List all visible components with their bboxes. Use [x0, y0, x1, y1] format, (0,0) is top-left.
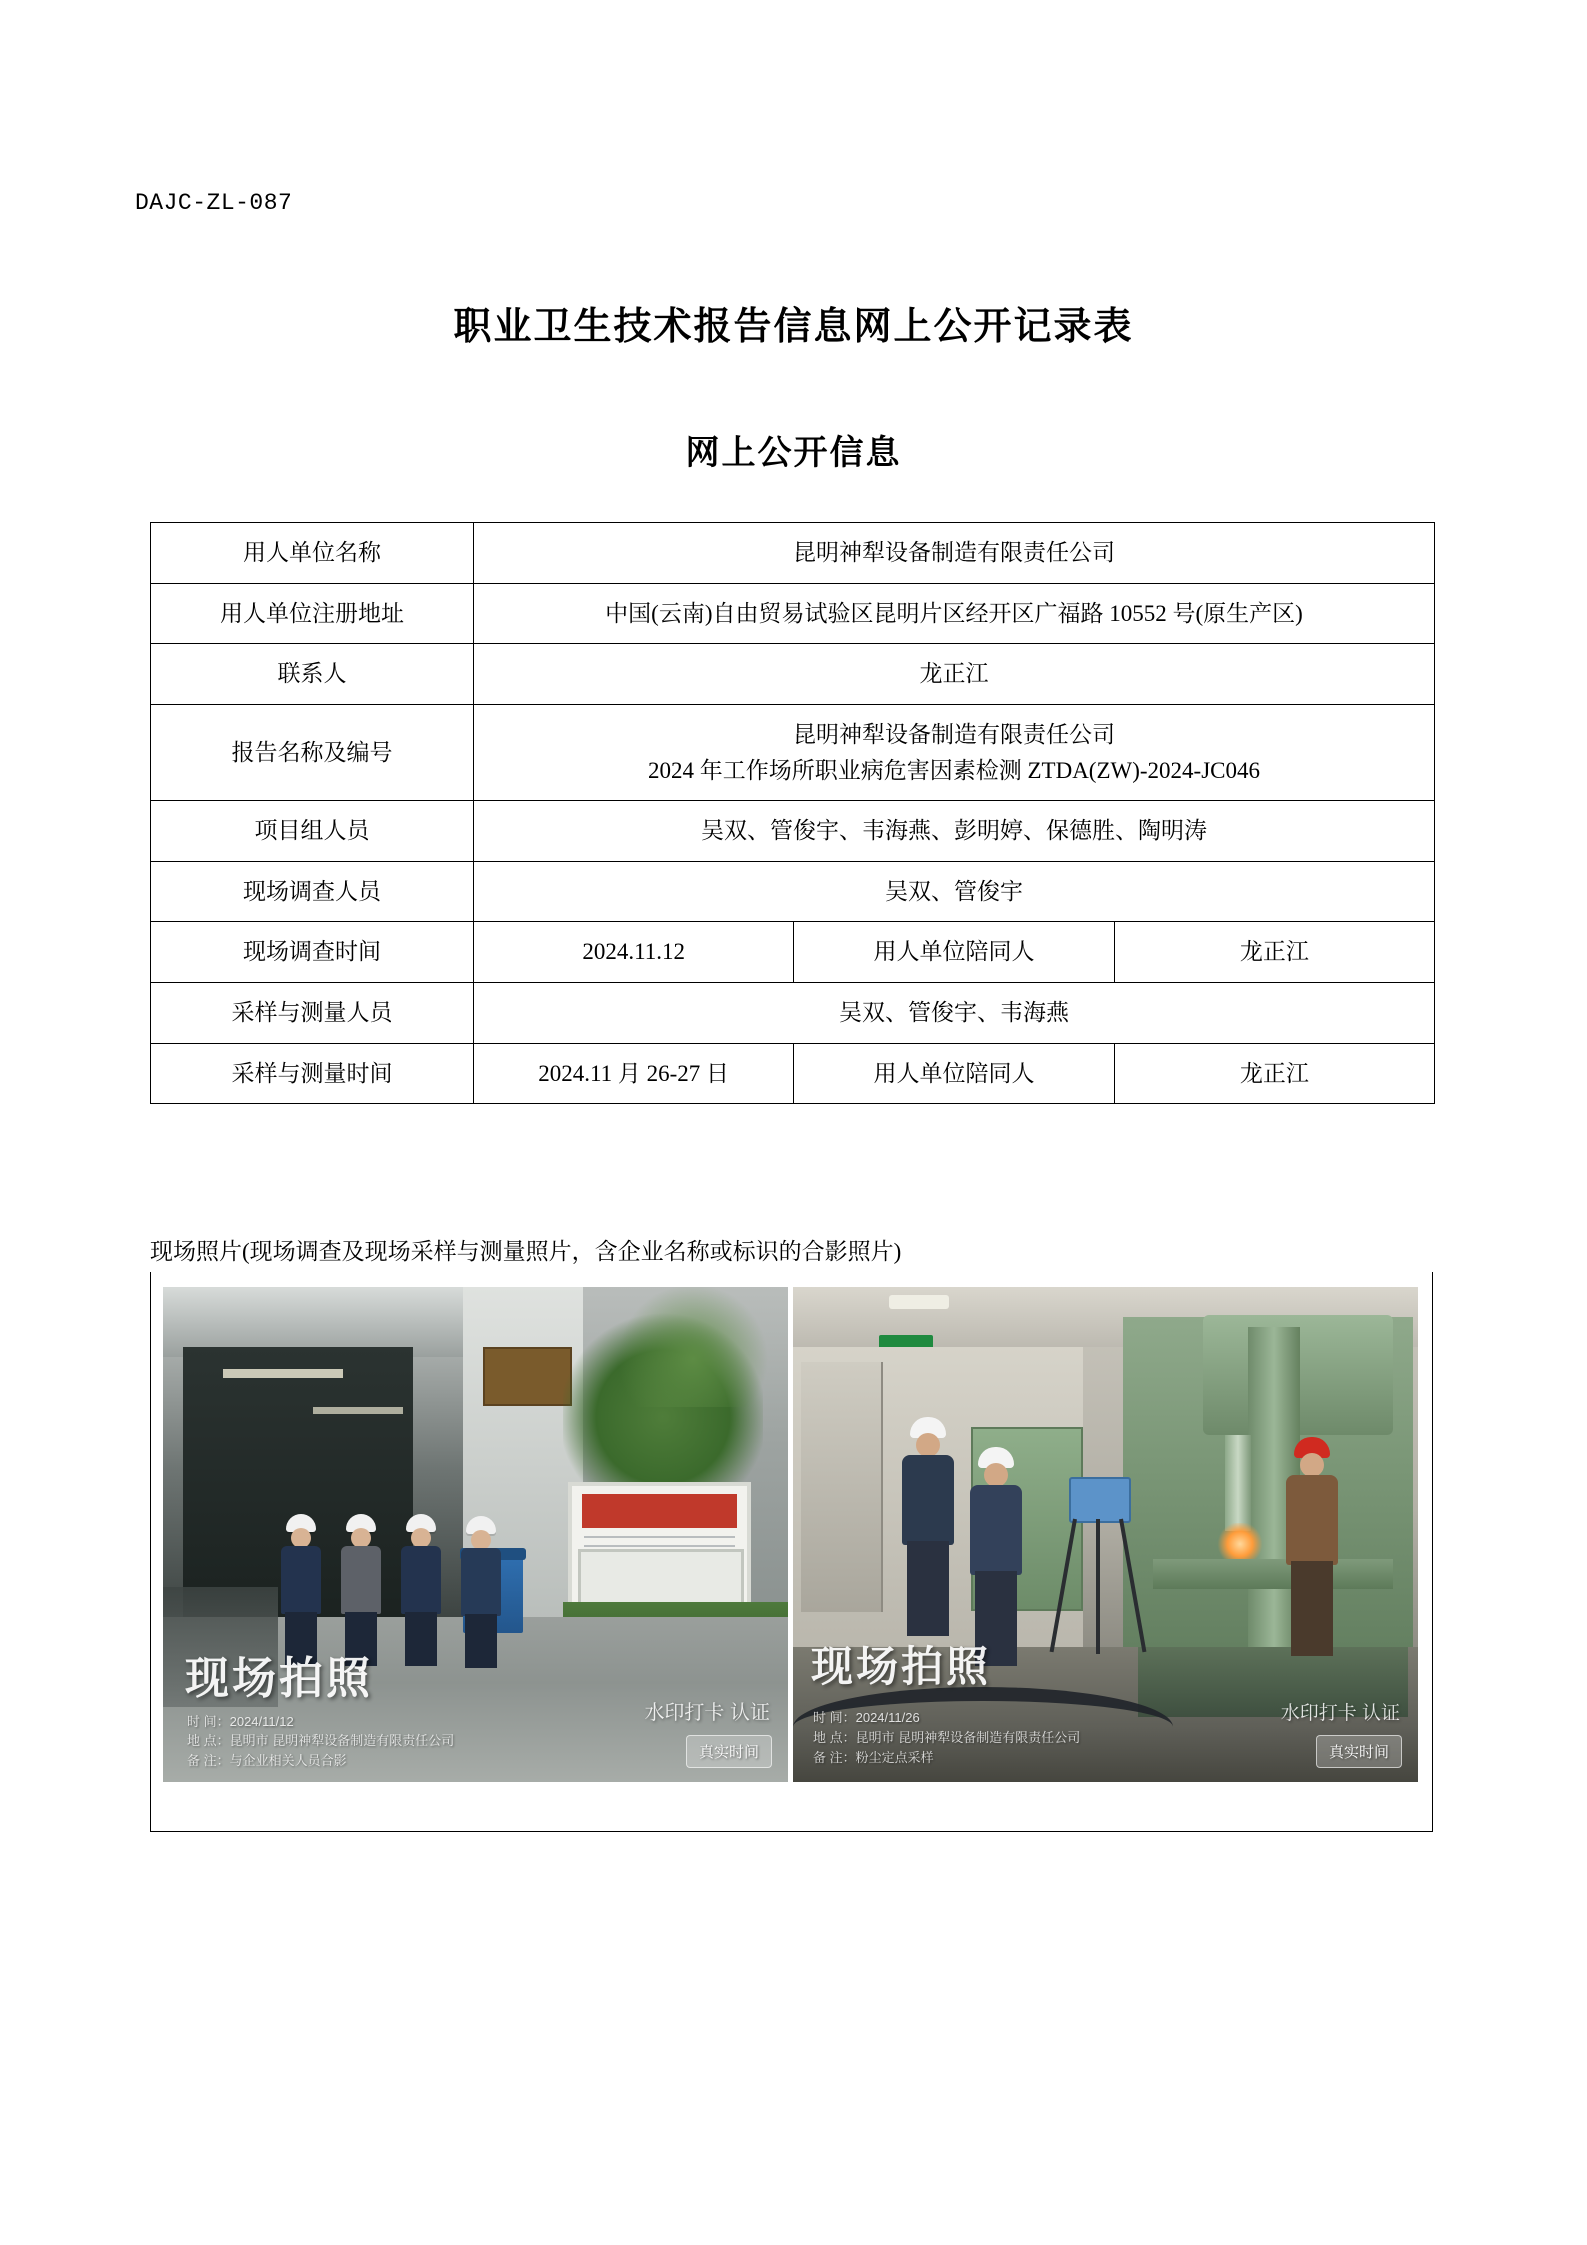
row-label-contact-person: 联系人 — [151, 644, 474, 705]
row-label-sampling-date: 采样与测量时间 — [151, 1043, 474, 1104]
person-body — [461, 1548, 501, 1616]
ceiling-lamp-icon — [313, 1407, 403, 1414]
page-subtitle: 网上公开信息 — [685, 435, 902, 472]
ceiling-lamp-icon — [223, 1369, 343, 1378]
watermark-note: 备 注：与企业相关人员合影 — [187, 1752, 347, 1768]
row-label-sampling-staff: 采样与测量人员 — [151, 983, 474, 1044]
info-table — [150, 522, 1435, 1104]
row-label-project-team: 项目组人员 — [151, 801, 474, 862]
person-legs — [907, 1541, 949, 1636]
workshop-door — [801, 1362, 883, 1612]
row-value-sampling-staff: 吴双、管俊宇、韦海燕 — [474, 983, 1435, 1044]
person-head — [351, 1528, 371, 1548]
person-head — [291, 1528, 311, 1548]
watermark-stamp: 水印打卡 认证 — [1280, 1703, 1400, 1725]
row-value-site-survey-staff: 吴双、管俊宇 — [474, 861, 1435, 922]
company-plaque — [483, 1347, 572, 1406]
photos-container — [150, 1272, 1433, 1832]
table-row — [151, 983, 1435, 1044]
tripod-leg — [1050, 1519, 1077, 1653]
watermark-location: 地 点：昆明市 昆明神犁设备制造有限责任公司 — [813, 1729, 1081, 1745]
watermark-badge: 真实时间 — [686, 1735, 772, 1768]
row-label-accompanying-person-1: 用人单位陪同人 — [794, 922, 1114, 983]
person-head — [984, 1463, 1008, 1487]
watermark-time: 时 间：2024/11/12 — [187, 1713, 294, 1729]
person-body — [341, 1546, 381, 1614]
watermark-title: 现场拍照 — [811, 1643, 992, 1690]
person-head — [471, 1530, 491, 1550]
machine-table — [1153, 1559, 1393, 1589]
watermark-title: 现场拍照 — [185, 1654, 373, 1703]
row-label-report-name-number: 报告名称及编号 — [151, 704, 474, 800]
site-survey-photo — [163, 1287, 788, 1782]
watermark-details — [813, 1708, 1080, 1768]
watermark-time: 时 间：2024/11/26 — [813, 1709, 920, 1725]
sampling-device-tripod — [1051, 1477, 1141, 1657]
person-figure — [455, 1516, 507, 1656]
row-label-site-survey-staff: 现场调查人员 — [151, 861, 474, 922]
table-row — [151, 644, 1435, 705]
shrub — [618, 1287, 768, 1407]
watermark-stamp: 水印打卡 认证 — [644, 1702, 770, 1724]
table-row — [151, 583, 1435, 644]
sampling-instrument — [1069, 1477, 1131, 1523]
person-body — [281, 1546, 321, 1614]
row-label-accompanying-person-2: 用人单位陪同人 — [794, 1043, 1114, 1104]
person-legs — [405, 1612, 437, 1666]
person-legs — [465, 1614, 497, 1668]
person-legs — [1291, 1561, 1333, 1656]
person-body — [1286, 1475, 1338, 1565]
report-name-line2: 2024 年工作场所职业病危害因素检测 ZTDA(ZW)-2024-JC046 — [647, 757, 1260, 783]
person-body — [902, 1455, 954, 1545]
document-code: DAJC-ZL-087 — [135, 190, 293, 216]
table-row — [151, 922, 1435, 983]
machine-spindle — [1225, 1435, 1251, 1531]
row-label-company-name: 用人单位名称 — [151, 523, 474, 584]
sampling-measurement-photo — [793, 1287, 1418, 1782]
row-value-contact-person: 龙正江 — [474, 644, 1435, 705]
person-head — [916, 1433, 940, 1457]
row-label-registered-address: 用人单位注册地址 — [151, 583, 474, 644]
row-value-registered-address: 中国(云南)自由贸易试验区昆明片区经开区广福路 10552 号(原生产区) — [474, 583, 1435, 644]
person-head — [411, 1528, 431, 1548]
watermark-location: 地 点：昆明市 昆明神犁设备制造有限责任公司 — [187, 1733, 455, 1748]
table-row — [151, 523, 1435, 584]
row-value-report-name-number — [474, 704, 1435, 800]
person-body — [970, 1485, 1022, 1575]
table-row — [151, 801, 1435, 862]
watermark-badge: 真实时间 — [1316, 1735, 1402, 1768]
table-row — [151, 1043, 1435, 1104]
person-body — [401, 1546, 441, 1614]
report-name-line1: 昆明神犁设备制造有限责任公司 — [793, 721, 1115, 747]
info-table-wrapper — [150, 522, 1435, 1104]
table-row — [151, 861, 1435, 922]
photos-caption: 现场照片(现场调查及现场采样与测量照片，含企业名称或标识的合影照片) — [150, 1239, 902, 1264]
row-value-accompanying-person-1: 龙正江 — [1114, 922, 1434, 983]
row-value-accompanying-person-2: 龙正江 — [1114, 1043, 1434, 1104]
row-label-site-survey-date: 现场调查时间 — [151, 922, 474, 983]
watermark-details — [187, 1712, 454, 1771]
page-title: 职业卫生技术报告信息网上公开记录表 — [453, 306, 1134, 348]
row-value-project-team: 吴双、管俊宇、韦海燕、彭明婷、保德胜、陶明涛 — [474, 801, 1435, 862]
person-head — [1300, 1453, 1324, 1477]
watermark-note: 备 注：粉尘定点采样 — [813, 1749, 934, 1765]
row-value-company-name: 昆明神犁设备制造有限责任公司 — [474, 523, 1435, 584]
row-value-site-survey-date: 2024.11.12 — [474, 922, 794, 983]
tripod-leg — [1096, 1519, 1100, 1654]
ceiling-lamp-icon — [889, 1295, 949, 1309]
table-row — [151, 704, 1435, 800]
notice-board-header — [582, 1494, 737, 1528]
row-value-sampling-date: 2024.11 月 26-27 日 — [474, 1043, 794, 1104]
person-figure — [395, 1514, 447, 1664]
